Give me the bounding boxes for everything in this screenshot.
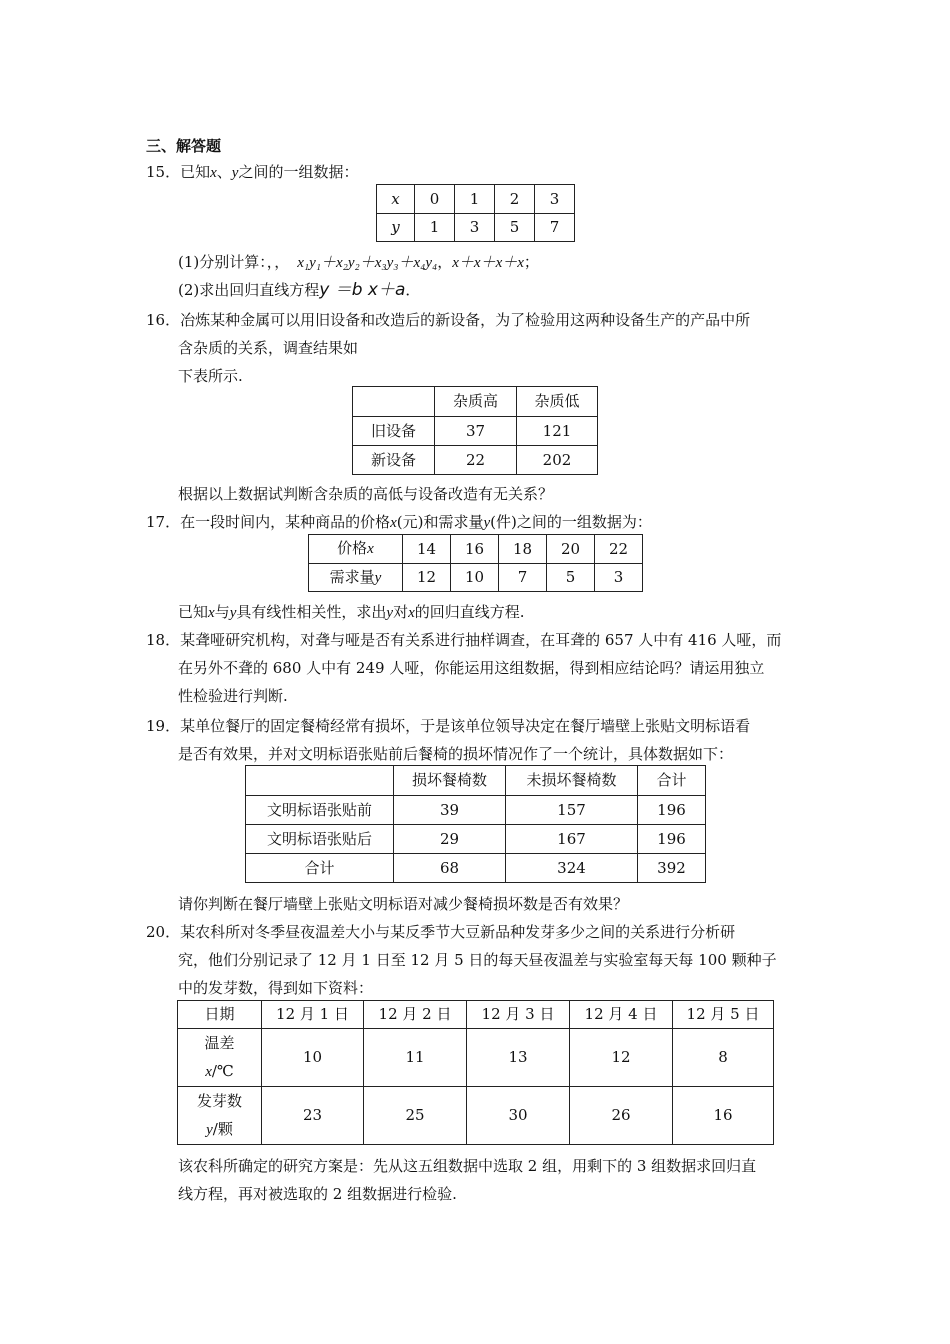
q16-line2: 含杂质的关系，调查结果如 — [178, 339, 359, 357]
q20-date-1: 12 月 2 日 — [364, 1001, 467, 1029]
q17-question — [178, 602, 525, 622]
q19-r0-c1: 39 — [394, 796, 506, 825]
q19-table-row — [246, 796, 706, 825]
q17-demand-4: 3 — [595, 564, 643, 592]
q15-x-3: 3 — [535, 185, 575, 214]
q20-line2: 究，他们分别记录了 12 月 1 日至 12 月 5 日的每天昼夜温差与实验室每天每 100 颗种子 — [178, 951, 777, 969]
q15-y-0: 1 — [415, 214, 455, 242]
q15-y-3: 7 — [535, 214, 575, 242]
q15-part2-text: (2)求出回归直线方程 — [178, 281, 320, 299]
q19-r2-c1: 68 — [394, 854, 506, 883]
q19-r2-c0: 合计 — [246, 854, 394, 883]
q17-q-d: 对 — [393, 603, 409, 621]
q17-row1-label — [309, 535, 403, 564]
q16-r0-c1: 37 — [435, 417, 517, 446]
q15-table-row-y — [377, 214, 575, 242]
q20-line3: 中的发芽数，得到如下资料： — [178, 979, 374, 997]
q17-q-y2: y — [386, 605, 394, 621]
q17-table-row-price — [309, 535, 643, 564]
q20-temp-label-var: x — [205, 1064, 212, 1080]
q20-sprout-3: 26 — [570, 1087, 673, 1145]
q17-unit-x: (元)和需求量 — [396, 513, 484, 531]
q17-intro — [146, 512, 652, 532]
q18-line1 — [146, 630, 781, 650]
q19-question: 请你判断在餐厅墙壁上张贴文明标语对减少餐椅损坏数是否有效果？ — [178, 895, 629, 913]
q15-part1 — [178, 252, 539, 272]
q17-price-2: 18 — [499, 535, 547, 564]
q17-demand-0: 12 — [403, 564, 451, 592]
q20-line1 — [146, 922, 735, 942]
q16-r0-c2: 121 — [517, 417, 598, 446]
q16-r1-c0: 新设备 — [353, 446, 435, 475]
q20-table-temp-row — [178, 1029, 774, 1087]
q20-temp-label — [178, 1029, 262, 1087]
q17-q-b: 与 — [214, 603, 230, 621]
q16-number: 16． — [146, 311, 181, 329]
q15-var-y: y — [231, 165, 239, 181]
q19-number: 19． — [146, 717, 181, 735]
q17-number: 17． — [146, 513, 181, 531]
q20-table — [177, 1000, 774, 1145]
q17-q-y: y — [229, 605, 237, 621]
q15-x-2: 2 — [495, 185, 535, 214]
q19-line1 — [146, 716, 750, 736]
q20-temp-0: 10 — [262, 1029, 364, 1087]
q15-part1-expr1: x₁y₁＋x₂y₂＋x₃y₃＋x₄y₄ — [297, 255, 438, 271]
q20-temp-label-text: 温差 — [204, 1034, 235, 1052]
q15-part1-text: (1)分别计算：，， — [178, 253, 290, 271]
q17-price-0: 14 — [403, 535, 451, 564]
q20-sprout-2: 30 — [467, 1087, 570, 1145]
q15-part2 — [178, 280, 420, 300]
q19-header-3: 合计 — [638, 766, 706, 796]
q17-row2-var: y — [374, 569, 382, 586]
q20-temp-2: 13 — [467, 1029, 570, 1087]
section-title: 三、解答题 — [146, 137, 222, 155]
q20-temp-1: 11 — [364, 1029, 467, 1087]
q15-intro — [146, 162, 358, 182]
q15-part1-expr2: x＋x＋x＋x — [452, 255, 524, 271]
q17-row2-label — [309, 564, 403, 592]
q19-r2-c2: 324 — [506, 854, 638, 883]
q17-row2-label-text: 需求量 — [329, 567, 375, 586]
q17-q-x2: x — [408, 605, 415, 621]
q19-r1-c0: 文明标语张贴后 — [246, 825, 394, 854]
q17-q-e: 的回归直线方程. — [414, 603, 525, 621]
q20-date-0: 12 月 1 日 — [262, 1001, 364, 1029]
q20-sprout-4: 16 — [673, 1087, 774, 1145]
q16-header-1: 杂质高 — [435, 387, 517, 417]
q16-question: 根据以上数据试判断含杂质的高低与设备改造有无关系？ — [178, 485, 554, 503]
q16-r0-c0: 旧设备 — [353, 417, 435, 446]
q17-price-4: 22 — [595, 535, 643, 564]
q17-demand-3: 5 — [547, 564, 595, 592]
q20-table-sprout-row — [178, 1087, 774, 1145]
q16-r1-c1: 22 — [435, 446, 517, 475]
q19-r0-c3: 196 — [638, 796, 706, 825]
q17-demand-2: 7 — [499, 564, 547, 592]
q17-intro-a: 在一段时间内，某种商品的价格 — [180, 513, 391, 531]
q15-table-row-x — [377, 185, 575, 214]
q17-table — [308, 534, 643, 592]
q17-row1-label-text: 价格 — [337, 539, 368, 557]
q15-part1-sep: ， — [437, 253, 453, 271]
q19-r0-c0: 文明标语张贴前 — [246, 796, 394, 825]
q15-sep: 、 — [216, 163, 232, 181]
q19-r1-c1: 29 — [394, 825, 506, 854]
q19-r1-c3: 196 — [638, 825, 706, 854]
q19-header-0 — [246, 766, 394, 796]
q20-number: 20． — [146, 923, 181, 941]
q16-table-row — [353, 417, 598, 446]
q15-intro-a: 已知 — [180, 163, 211, 181]
q15-intro-b: 之间的一组数据： — [238, 163, 359, 181]
q20-sprout-label-unit: /颗 — [212, 1120, 233, 1138]
q20-table-dates-row — [178, 1001, 774, 1029]
q19-r0-c2: 157 — [506, 796, 638, 825]
q20-date-4: 12 月 5 日 — [673, 1001, 774, 1029]
q19-line1-text: 某单位餐厅的固定餐椅经常有损坏，于是该单位领导决定在餐厅墙壁上张贴文明标语看 — [180, 717, 751, 735]
q20-temp-4: 8 — [673, 1029, 774, 1087]
q20-plan-line1: 该农科所确定的研究方案是：先从这五组数据中选取 2 组，用剩下的 3 组数据求回归直 — [178, 1157, 757, 1175]
q16-table — [352, 386, 598, 475]
q19-header-2: 未损坏餐椅数 — [506, 766, 638, 796]
q20-date-3: 12 月 4 日 — [570, 1001, 673, 1029]
q15-x-0: 0 — [415, 185, 455, 214]
q17-table-row-demand — [309, 564, 643, 592]
q15-part2-equation: y ＝b x＋a — [319, 280, 406, 300]
q19-line2: 是否有效果，并对文明标语张贴前后餐椅的损坏情况作了一个统计，具体数据如下： — [178, 745, 734, 763]
q17-row1-var: x — [367, 541, 374, 557]
q16-line3: 下表所示. — [178, 367, 243, 385]
q15-part2-end: ． — [405, 281, 421, 299]
q15-y-2: 5 — [495, 214, 535, 242]
q20-sprout-label-text: 发芽数 — [196, 1092, 242, 1110]
q20-sprout-label — [178, 1087, 262, 1145]
q15-row-x-label: x — [377, 185, 415, 214]
q15-number: 15． — [146, 163, 181, 181]
q16-header-0 — [353, 387, 435, 417]
q19-table-header — [246, 766, 706, 796]
q19-table-row — [246, 825, 706, 854]
q18-line3: 性检验进行判断. — [178, 687, 288, 705]
q19-header-1: 损坏餐椅数 — [394, 766, 506, 796]
q17-var-y: y — [483, 515, 491, 531]
q17-demand-1: 10 — [451, 564, 499, 592]
q20-sprout-label-var: y — [206, 1122, 213, 1138]
q17-intro-b: (件)之间的一组数据为： — [490, 513, 652, 531]
q20-sprout-0: 23 — [262, 1087, 364, 1145]
q15-table — [376, 184, 575, 242]
q18-number: 18． — [146, 631, 181, 649]
q17-q-a: 已知 — [178, 603, 209, 621]
q16-line1-text: 冶炼某种金属可以用旧设备和改造后的新设备，为了检验用这两种设备生产的产品中所 — [180, 311, 751, 329]
q15-var-x: x — [210, 165, 217, 181]
q18-line1-text: 某聋哑研究机构，对聋与哑是否有关系进行抽样调查，在耳聋的 657 人中有 416 人哑，而 — [180, 631, 782, 649]
q15-x-1: 1 — [455, 185, 495, 214]
q20-line1-text: 某农科所对冬季昼夜温差大小与某反季节大豆新品种发芽多少之间的关系进行分析研 — [180, 923, 736, 941]
q19-r1-c2: 167 — [506, 825, 638, 854]
q18-line2: 在另外不聋的 680 人中有 249 人哑，你能运用这组数据，得到相应结论吗？请运用独立 — [178, 659, 765, 677]
q15-row-y-label: y — [377, 214, 415, 242]
q17-var-x: x — [390, 515, 397, 531]
q15-y-1: 3 — [455, 214, 495, 242]
q15-part1-end: ； — [523, 253, 539, 271]
q20-plan-line2: 线方程，再对被选取的 2 组数据进行检验. — [178, 1185, 457, 1203]
q16-line1 — [146, 310, 750, 330]
q17-q-c: 具有线性相关性，求出 — [236, 603, 387, 621]
q19-r2-c3: 392 — [638, 854, 706, 883]
q16-table-header — [353, 387, 598, 417]
q17-q-x: x — [208, 605, 215, 621]
q17-price-3: 20 — [547, 535, 595, 564]
q20-temp-3: 12 — [570, 1029, 673, 1087]
q20-date-2: 12 月 3 日 — [467, 1001, 570, 1029]
q20-date-label: 日期 — [178, 1001, 262, 1029]
q19-table-row — [246, 854, 706, 883]
q16-table-row — [353, 446, 598, 475]
q20-temp-label-unit: /℃ — [211, 1062, 234, 1080]
q16-header-2: 杂质低 — [517, 387, 598, 417]
q16-r1-c2: 202 — [517, 446, 598, 475]
q19-table — [245, 765, 706, 883]
q17-price-1: 16 — [451, 535, 499, 564]
q20-sprout-1: 25 — [364, 1087, 467, 1145]
